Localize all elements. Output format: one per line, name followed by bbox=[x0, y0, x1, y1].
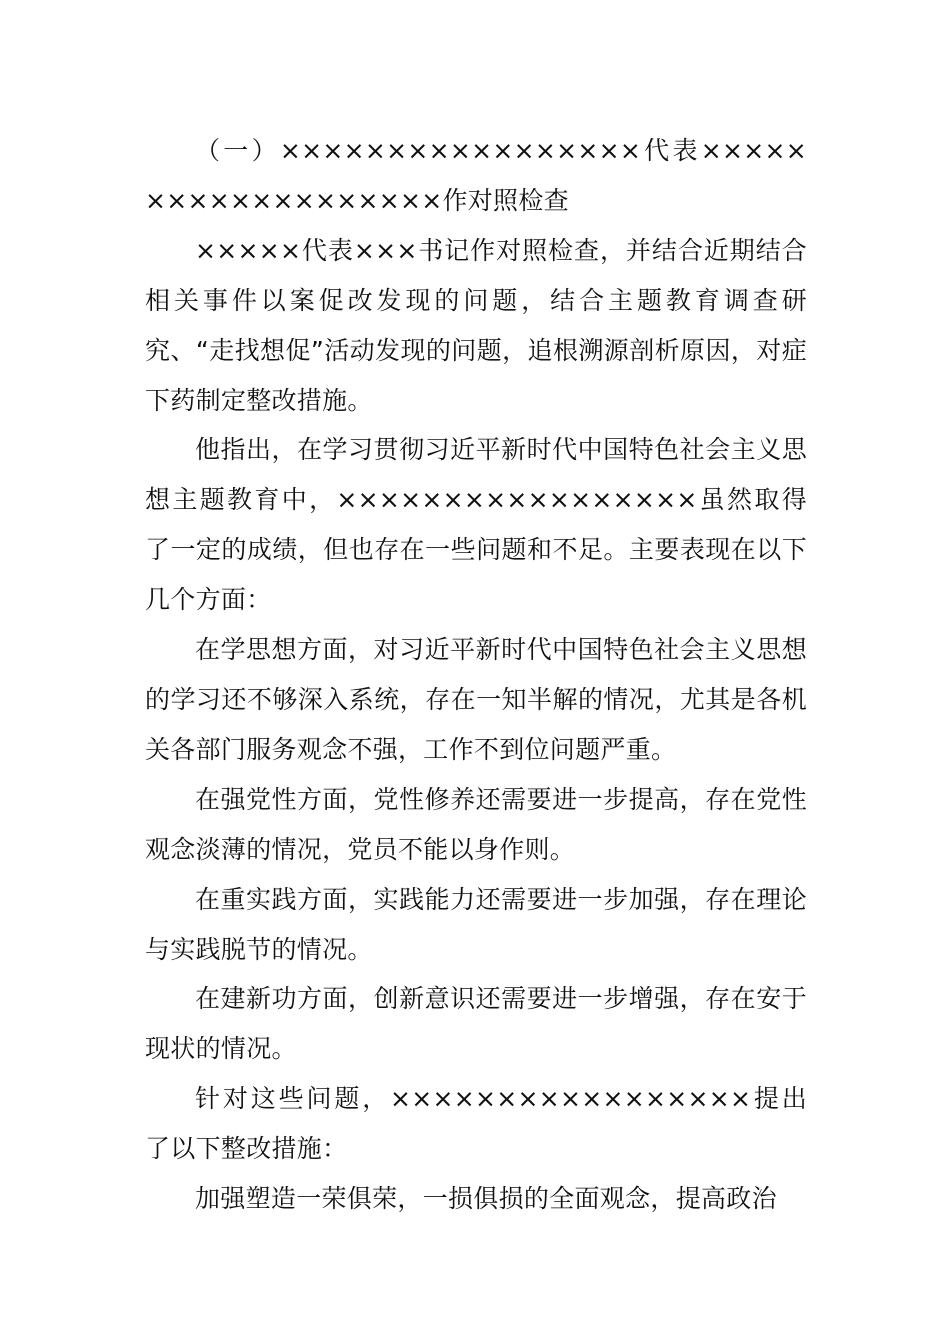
section-heading: （一）×××××××××××××××××代表×××××××××××××××××××作对照检查 bbox=[145, 136, 807, 215]
paragraph-intro: ×××××代表×××书记作对照检查，并结合近期结合相关事件以案促改发现的问题，结合主题教育调查研究、“走找想促”活动发现的问题，追根溯源剖析原因，对症下药制定整改措施。 bbox=[145, 235, 807, 415]
paragraph-study-thought: 在学思想方面，对习近平新时代中国特色社会主义思想的学习还不够深入系统，存在一知半解的情况，尤其是各机关各部门服务观念不强，工作不到位问题严重。 bbox=[145, 635, 807, 764]
paragraph-practice: 在重实践方面，实践能力还需要进一步加强，存在理论与实践脱节的情况。 bbox=[145, 884, 807, 964]
paragraph-new-achievements: 在建新功方面，创新意识还需要进一步增强，存在安于现状的情况。 bbox=[145, 984, 807, 1064]
paragraph-measure-1: 加强塑造一荣俱荣，一损俱损的全面观念，提高政治 bbox=[195, 1184, 777, 1214]
document-body bbox=[145, 126, 807, 1224]
paragraph-party-spirit: 在强党性方面，党性修养还需要进一步提高，存在党性观念淡薄的情况，党员不能以身作则。 bbox=[145, 784, 807, 864]
paragraph-measures-intro: 针对这些问题，×××××××××××××××××提出了以下整改措施： bbox=[145, 1084, 807, 1164]
paragraph-issues-summary: 他指出，在学习贯彻习近平新时代中国特色社会主义思想主题教育中，×××××××××××××××××虽然取得了一定的成绩，但也存在一些问题和不足。主要表现在以下几个方面： bbox=[145, 435, 807, 615]
